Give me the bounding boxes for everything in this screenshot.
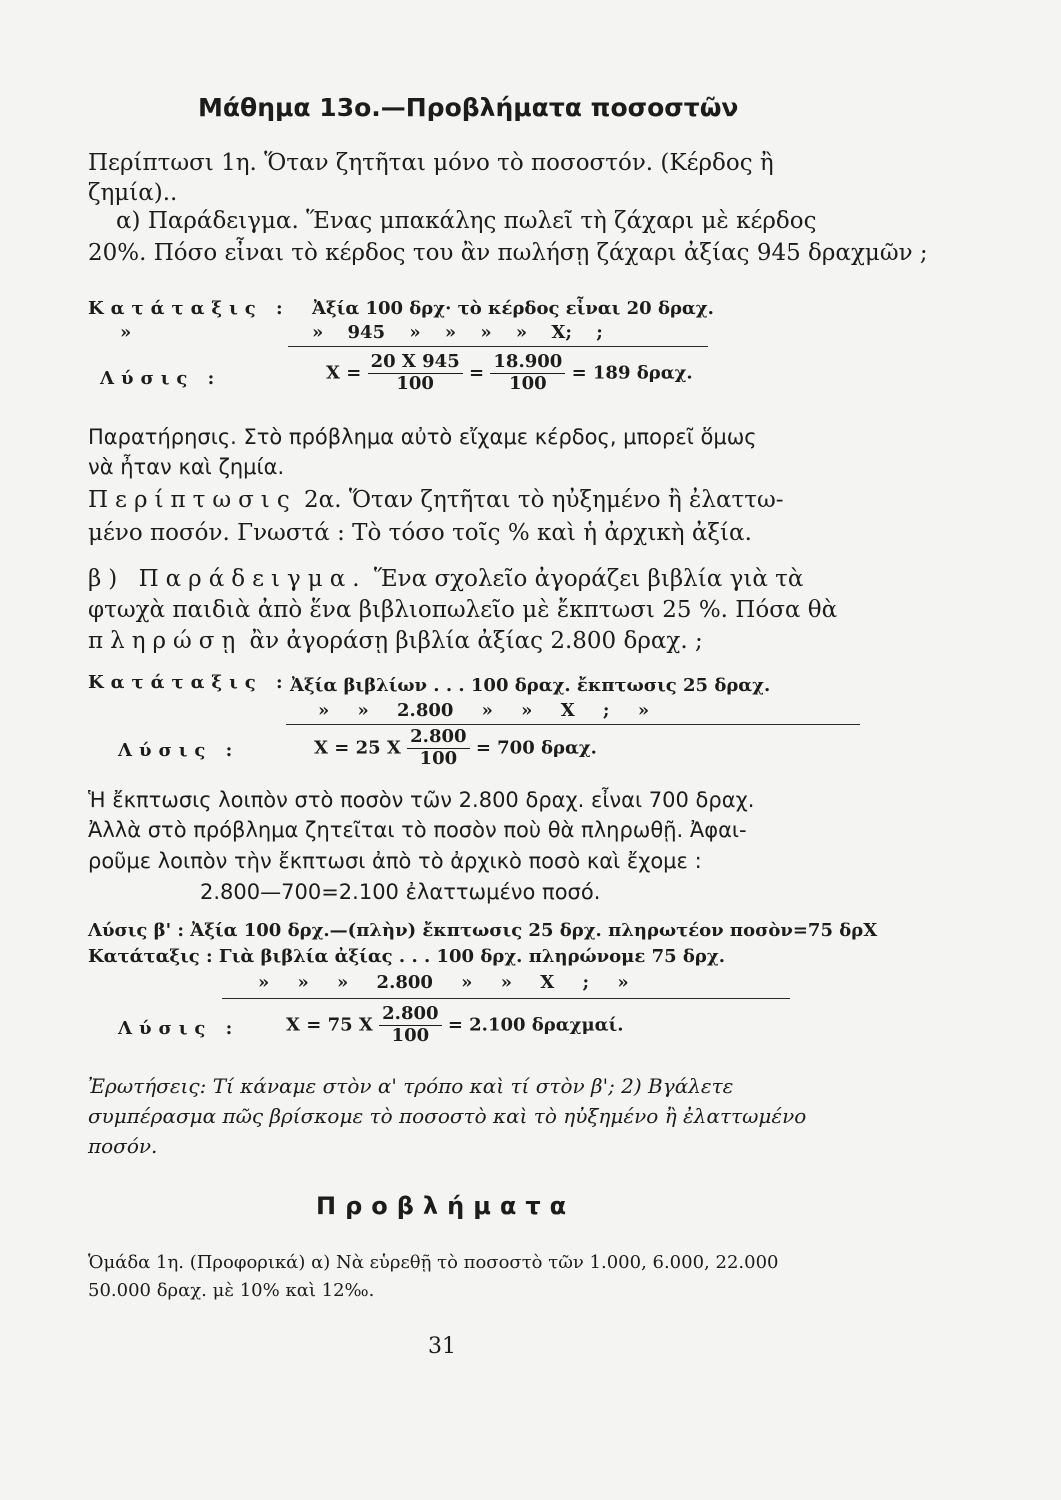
setup2-label: Κατάταξις : <box>88 672 290 693</box>
setup1-row2: » 945 » » » » X; ; <box>312 322 603 343</box>
example-b-line3 <box>88 628 703 654</box>
problems-heading: Προβλήματα <box>316 1192 576 1220</box>
solution-b-line3: » » » 2.800 » » X ; » <box>258 972 629 993</box>
setup1-row2-quote: » <box>120 322 132 343</box>
explanation-line3: ροῦμε λοιπὸν τὴν ἔκπτωσι ἀπὸ τὸ ἀρχικὸ ποσὸ καὶ ἔχομε : <box>88 849 702 873</box>
solution3-f-den: 100 <box>391 1024 430 1046</box>
setup2-row1: Ἀξία βιβλίων . . . 100 δραχ. ἔκπτωσις 25 δραχ. <box>290 675 771 696</box>
case1-line1: Περίπτωσι 1η. Ὅταν ζητῆται μόνο τὸ ποσοστόν. (Κέρδος ἢ <box>88 150 774 176</box>
solution1-formula <box>326 352 693 394</box>
solution1-label: Λύσις : <box>100 368 222 389</box>
solution2-label: Λύσις : <box>118 740 240 761</box>
solution3-label: Λύσις : <box>118 1018 240 1039</box>
example-a-line1: α) Παράδειγμα. Ἕνας μπακάλης πωλεῖ τὴ ζάχαρι μὲ κέρδος <box>116 208 817 234</box>
solution2-lhs: X = 25 X <box>314 737 401 759</box>
solution-b-line1: Λύσις β' : Ἀξία 100 δρχ.—(πλὴν) ἔκπτωσις 25 δρχ. πληρωτέον ποσὸν=75 δρΧ <box>88 920 878 941</box>
explanation-line1: Ἡ ἔκπτωσις λοιπὸν στὸ ποσὸν τῶν 2.800 δραχ. εἶναι 700 δραχ. <box>88 788 755 812</box>
example-b-line3-spaced: πληρώσῃ <box>88 628 243 654</box>
solution2-formula <box>314 727 597 769</box>
case2-label: Περίπτωσις <box>88 487 297 513</box>
explanation-line4: 2.800—700=2.100 ἐλαττωμένο ποσό. <box>200 880 601 904</box>
solution2-f-num: 2.800 <box>407 727 469 749</box>
solution1-fraction1 <box>368 352 463 394</box>
solution3-formula <box>286 1004 623 1046</box>
questions-line3: ποσόν. <box>88 1134 158 1158</box>
solution1-f2-num: 18.900 <box>490 352 565 374</box>
case1-line2: ζημία).. <box>88 180 178 206</box>
setup1-label: Κατάταξις : <box>88 298 290 319</box>
solution-b-line2: Κατάταξις : Γιὰ βιβλία ἀξίας . . . 100 δρχ. πληρώνομε 75 δρχ. <box>88 946 725 967</box>
lesson-title: Μάθημα 13ο.—Προβλήματα ποσοστῶν <box>198 93 739 122</box>
case2-line1 <box>88 487 783 513</box>
solution1-f2-den: 100 <box>509 372 547 394</box>
explanation-line2: Ἀλλὰ στὸ πρόβλημα ζητεῖται τὸ ποσὸν ποὺ θὰ πληρωθῇ. Ἀφαι- <box>88 818 747 842</box>
group1-line2: 50.000 δραχ. μὲ 10% καὶ 12‰. <box>88 1280 375 1301</box>
solution3-lhs: X = 75 X <box>286 1014 373 1036</box>
solution1-fraction2 <box>490 352 565 394</box>
page-number: 31 <box>428 1334 456 1359</box>
solution2-fraction <box>407 727 469 769</box>
group1-line1: Ὁμάδα 1η. (Προφορικά) α) Νὰ εὑρεθῇ τὸ ποσοστὸ τῶν 1.000, 6.000, 22.000 <box>88 1252 779 1273</box>
questions-line2: συμπέρασμα πῶς βρίσκομε τὸ ποσοστὸ καὶ τὸ ηὐξημένο ἢ ἐλαττωμένο <box>88 1104 807 1128</box>
questions-line1: Ἐρωτήσεις: Τί κάναμε στὸν α' τρόπο καὶ τί στὸν β'; 2) Βγάλετε <box>88 1074 734 1098</box>
observation-line1 <box>88 425 757 449</box>
solution1-f1-num: 20 X 945 <box>368 352 463 374</box>
example-b-line2: φτωχὰ παιδιὰ ἀπὸ ἕνα βιβλιοπωλεῖο μὲ ἔκπτωσι 25 %. Πόσα θὰ <box>88 597 838 623</box>
setup1-row1: Ἀξία 100 δρχ· τὸ κέρδος εἶναι 20 δραχ. <box>312 298 714 319</box>
example-b-label: β) Παράδειγμα. <box>88 566 367 592</box>
solution1-lhs: X = <box>326 362 362 384</box>
observation-line2: νὰ ἦταν καὶ ζημία. <box>88 455 285 479</box>
case2-line2: μένο ποσόν. Γνωστά : Τὸ τόσο τοῖς % καὶ ἡ ἀρχικὴ ἀξία. <box>88 520 752 546</box>
solution3-fraction <box>379 1004 441 1046</box>
example-a-line2: 20%. Πόσο εἶναι τὸ κέρδος του ἂν πωλήσῃ ζάχαρι ἀξίας 945 δραχμῶν ; <box>88 240 928 266</box>
solution1-f1-den: 100 <box>396 372 434 394</box>
setup2-divider <box>286 724 860 725</box>
example-b-line1-rest: Ἕνα σχολεῖο ἀγοράζει βιβλία γιὰ τὰ <box>373 566 804 592</box>
observation-text1: Παρατήρησις. Στὸ πρόβλημα αὐτὸ εἴχαμε κέρδος, μπορεῖ ὅμως <box>88 425 757 449</box>
setup2-row2: » » 2.800 » » X ; » <box>318 700 650 721</box>
case2-line1-rest: 2α. Ὅταν ζητῆται τὸ ηὐξημένο ἢ ἐλαττω- <box>304 487 784 513</box>
solution2-result: = 700 δραχ. <box>475 737 597 759</box>
setup1-divider <box>288 346 708 347</box>
solution1-eq: = <box>469 362 485 384</box>
solution1-result: = 189 δραχ. <box>571 362 693 384</box>
example-b-line1 <box>88 566 803 592</box>
solution3-f-num: 2.800 <box>379 1004 441 1026</box>
solution3-result: = 2.100 δραχμαί. <box>447 1014 624 1036</box>
solution2-f-den: 100 <box>419 747 458 769</box>
solution-b-divider <box>222 998 790 999</box>
example-b-line3-rest: ἂν ἀγοράσῃ βιβλία ἀξίας 2.800 δραχ. ; <box>249 628 703 654</box>
